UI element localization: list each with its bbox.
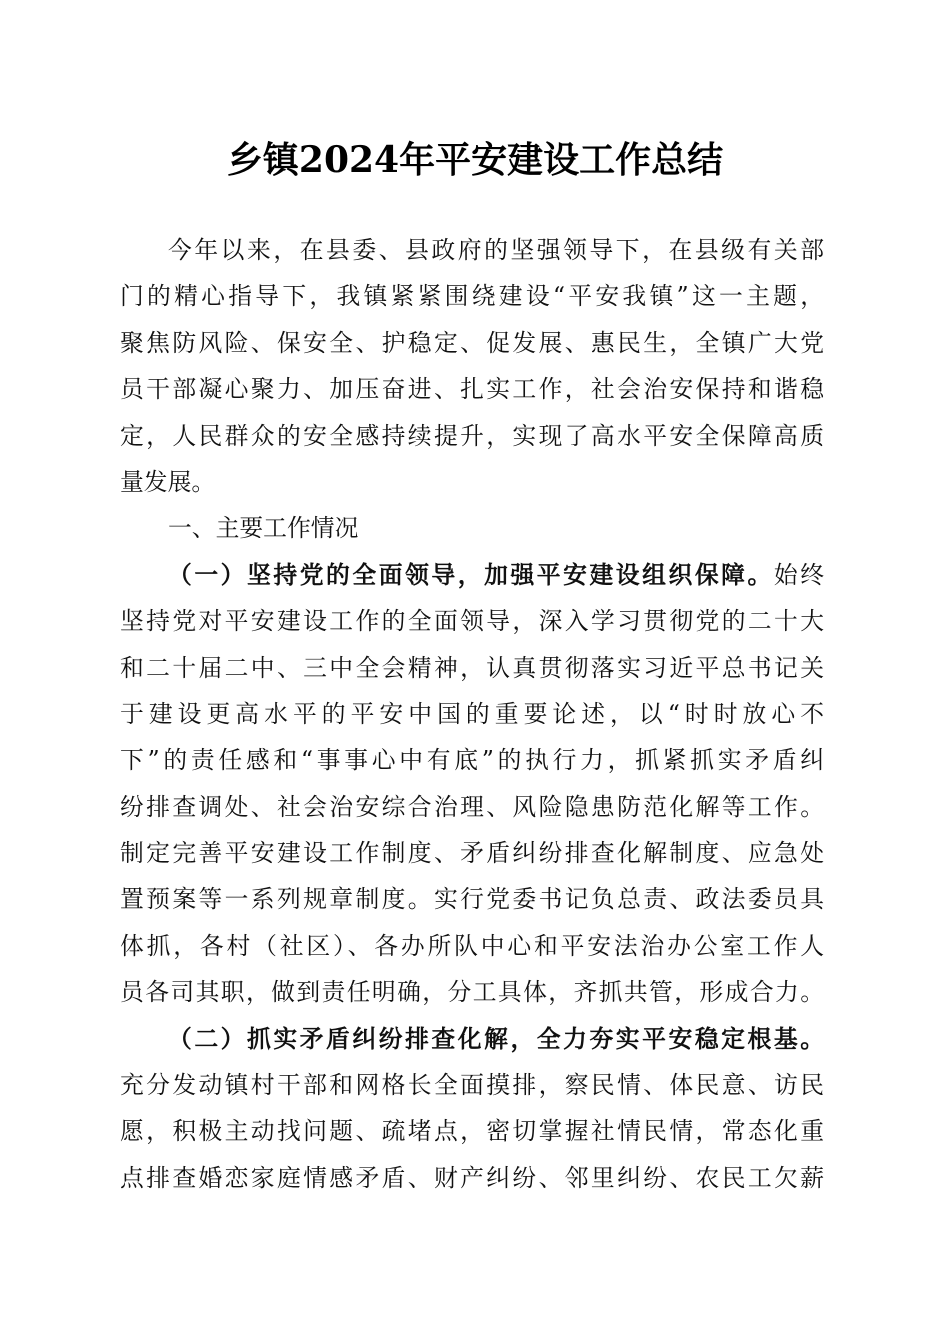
subsection-heading: （一）坚持党的全面领导，加强平安建设组织保障。 [168,560,774,589]
section-heading: 一、主要工作情况 [168,514,359,543]
document-title: 乡镇2024年平安建设工作总结 [226,139,724,181]
paragraph-line: 点排查婚恋家庭情感矛盾、财产纠纷、邻里纠纷、农民工欠薪 [120,1163,824,1192]
paragraph-line: 员干部凝心聚力、加压奋进、扎实工作，社会治安保持和谐稳 [120,375,824,404]
paragraph-line: 制定完善平安建设工作制度、矛盾纠纷排查化解制度、应急处 [120,839,824,868]
paragraph-line: 聚焦防风险、保安全、护稳定、促发展、惠民生，全镇广大党 [120,328,824,357]
paragraph-line: 充分发动镇村干部和网格长全面摸排，察民情、体民意、访民 [120,1071,824,1100]
paragraph-line: 定，人民群众的安全感持续提升，实现了高水平安全保障高质 [120,421,824,450]
paragraph-line: 纷排查调处、社会治安综合治理、风险隐患防范化解等工作。 [120,792,824,821]
paragraph-line: 下”的责任感和“事事心中有底”的执行力，抓紧抓实矛盾纠 [120,746,824,775]
paragraph-line: 量发展。 [120,467,216,496]
paragraph-line: 体抓，各村（社区）、各办所队中心和平安法治办公室工作人 [120,931,824,960]
paragraph-text: 始终 [773,560,825,589]
paragraph-line: 置预案等一系列规章制度。实行党委书记负总责、政法委员具 [120,885,824,914]
subsection-heading: （二）抓实矛盾纠纷排查化解，全力夯实平安稳定根基。 [168,1024,824,1053]
paragraph-line: 于建设更高水平的平安中国的重要论述，以“时时放心不 [120,699,824,728]
document-body [120,227,824,1201]
paragraph-line: 和二十届二中、三中全会精神，认真贯彻落实习近平总书记关 [120,653,824,682]
paragraph-line: 员各司其职，做到责任明确，分工具体，齐抓共管，形成合力。 [120,978,824,1007]
paragraph-line: 坚持党对平安建设工作的全面领导，深入学习贯彻党的二十大 [120,607,824,636]
paragraph-line: 门的精心指导下，我镇紧紧围绕建设“平安我镇”这一主题， [120,282,824,311]
subsection-first-line [120,552,824,598]
paragraph-line: 愿，积极主动找问题、疏堵点，密切掌握社情民情，常态化重 [120,1117,824,1146]
paragraph-line: 今年以来，在县委、县政府的坚强领导下，在县级有关部 [168,236,824,264]
